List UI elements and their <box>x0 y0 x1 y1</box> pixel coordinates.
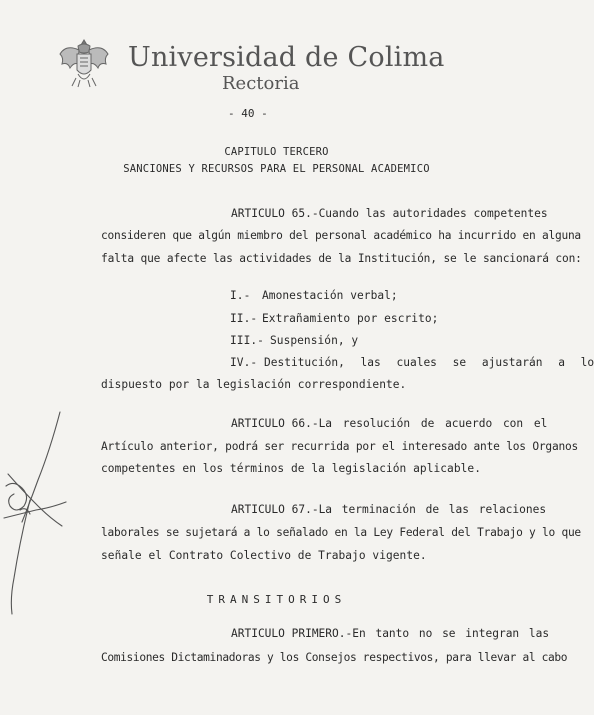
article-65-first-line <box>231 207 548 220</box>
article-66-text: La resolución de acuerdo con el <box>318 417 548 430</box>
transitorios-heading: TRANSITORIOS <box>206 593 347 606</box>
list-item-text: Suspensión, y <box>270 334 359 347</box>
list-item-text-line <box>264 356 594 369</box>
article-67-text: La terminación de las relaciones <box>318 503 547 516</box>
page-number: - 40 - <box>228 107 268 120</box>
chapter-subtitle: SANCIONES Y RECURSOS PARA EL PERSONAL ACADEMICO <box>123 163 430 175</box>
list-item-text: Extrañamiento por escrito; <box>262 312 439 325</box>
article-65-line-2 <box>101 229 581 242</box>
article-67-heading: ARTICULO 67.- <box>231 503 319 516</box>
chapter-title: CAPITULO TERCERO <box>224 146 329 158</box>
text-line: consideren que algún miembro del personal académico ha incurrido en alguna <box>101 229 581 242</box>
article-primero-first-line <box>231 627 550 640</box>
article-primero-text: En tanto no se integran las <box>352 627 550 640</box>
article-67-line-2: laborales se sujetará a lo señalado en la Ley Federal del Trabajo y lo que <box>101 526 581 539</box>
handwritten-signature <box>0 410 70 620</box>
article-67-first-line <box>231 503 547 516</box>
list-item-number: I.- <box>230 289 251 302</box>
article-66-heading: ARTICULO 66.- <box>231 417 319 430</box>
article-primero-line-2: Comisiones Dictaminadoras y los Consejos respectivos, para llevar al cabo <box>101 651 568 664</box>
article-65-line-end: dispuesto por la legislación correspondiente. <box>101 378 407 391</box>
university-eagle-crest-icon <box>58 36 110 88</box>
list-item-number: III.- <box>230 334 264 347</box>
list-item-number: IV.- <box>230 356 258 369</box>
article-65-heading: ARTICULO 65.- <box>231 207 319 220</box>
article-65-line-3: falta que afecte las actividades de la Institución, se le sancionará con: <box>101 252 582 265</box>
article-66-line-3: competentes en los términos de la legislación aplicable. <box>101 462 481 475</box>
article-66-first-line <box>231 417 548 430</box>
university-name: Universidad de Colima <box>128 42 445 73</box>
office-name: Rectoria <box>222 73 300 94</box>
article-67-line-3: señale el Contrato Colectivo de Trabajo vigente. <box>101 549 427 562</box>
article-66-line-2: Artículo anterior, podrá ser recurrida por el interesado ante los Organos <box>101 440 579 453</box>
list-item-text: Amonestación verbal; <box>262 289 398 302</box>
list-item-number: II.- <box>230 312 258 325</box>
article-65-text: Cuando las autoridades competentes <box>318 207 548 220</box>
article-primero-heading: ARTICULO PRIMERO.- <box>231 627 353 640</box>
letterhead <box>58 36 445 96</box>
list-item-text: Destitución, las cuales se ajustarán a lo <box>264 356 594 369</box>
